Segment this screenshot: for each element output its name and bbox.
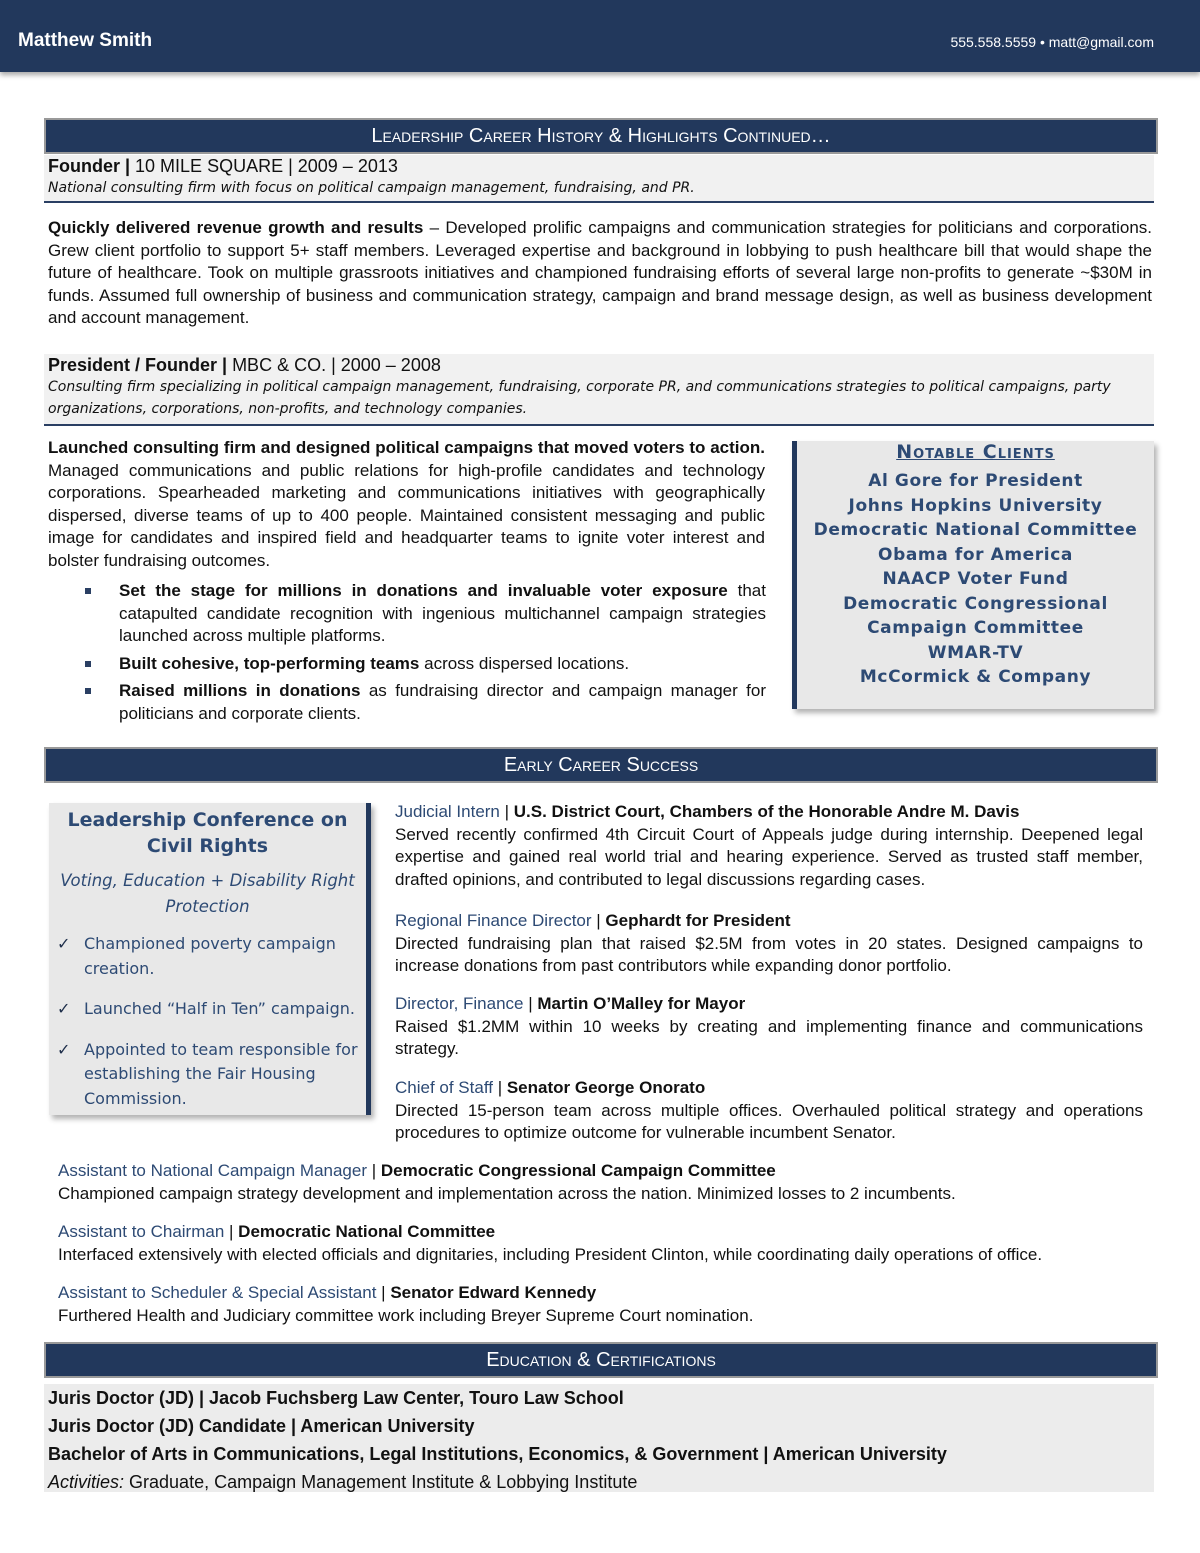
section-heading-leadership: Leadership Career History & Highlights Continued… — [44, 118, 1158, 154]
role-title: Founder | 10 MILE SQUARE | 2009 – 2013 — [48, 156, 398, 176]
role-summary-founder: Quickly delivered revenue growth and results – Developed prolific campaigns and communication strategies for politicians and corporations. Grew client portfolio to support 5+ staff members. Leveraged expertise and background in lobbying to push healthcare bill that would shape the future of healthcare. Took on multiple grassroots initiatives and championed fundraising efforts of several large non-profits to generate ~$30M in funds. Assumed full ownership of business and communication strategy, campaign and brand message design, as well as business development and account management. — [48, 218, 1152, 327]
role-description: National consulting firm with focus on political campaign management, fundraising, and PR. — [48, 180, 695, 196]
job-entry: Assistant to National Campaign Manager | Democratic Congressional Campaign Committee Championed campaign strategy development and implementation across the nation. Minimized losses to 2 incumbents. — [58, 1161, 956, 1203]
job-entry: Assistant to Scheduler & Special Assistant | Senator Edward Kennedy Furthered Health and Judiciary committee work including Breyer Supreme Court nomination. — [58, 1283, 754, 1325]
degree-item: Bachelor of Arts in Communications, Legal Institutions, Economics, & Government | American University — [48, 1444, 947, 1464]
degree-item: Juris Doctor (JD) Candidate | American University — [48, 1416, 475, 1436]
section-heading-education: Education & Certifications — [44, 1342, 1158, 1378]
client-item: NAACP Voter Fund — [882, 569, 1069, 589]
header-bar — [0, 0, 1200, 72]
list-item: Set the stage for millions in donations and invaluable voter exposure that catapulted candidate recognition with ingenious multichannel campaign strategies launched across multiple platforms. — [82, 580, 766, 648]
list-item: ✓ Launched “Half in Ten” campaign. — [51, 997, 366, 1022]
conference-subtitle: Voting, Education + Disability Right Protection — [60, 871, 355, 916]
client-item: WMAR-TV — [927, 642, 1024, 663]
section-heading-early-career: Early Career Success — [44, 747, 1158, 783]
client-item: Democratic Congressional — [843, 593, 1108, 614]
list-item: ✓ Appointed to team responsible for establishing the Fair Housing Commission. — [57, 1039, 358, 1108]
role-title: President / Founder | MBC & CO. | 2000 – 2008 — [48, 355, 441, 375]
checkmark-icon: ✓ — [57, 1039, 71, 1059]
job-entry: Regional Finance Director | Gephardt for President Directed fundraising plan that raised $2.5M from votes in 20 states. Designed campaigns to increase donations from past contributors while expanding donor portfolio. — [395, 911, 1143, 975]
candidate-name: Matthew Smith — [18, 30, 153, 51]
education-box — [44, 1384, 1154, 1492]
checkmark-icon: ✓ — [57, 934, 71, 953]
role-header-president — [44, 354, 1154, 426]
degree-item: Juris Doctor (JD) | Jacob Fuchsberg Law Center, Touro Law School — [48, 1388, 624, 1408]
bullet-square-icon — [85, 588, 91, 594]
client-item: McCormick & Company — [859, 667, 1092, 687]
client-item: Al Gore for President — [868, 471, 1083, 491]
list-item: Raised millions in donations as fundraising director and campaign manager for politicians and corporate clients. — [82, 680, 766, 725]
role-header-founder — [44, 155, 1154, 203]
list-item: Built cohesive, top-performing teams across dispersed locations. — [82, 653, 766, 676]
conference-box — [49, 803, 371, 1115]
clients-heading: Notable Clients — [896, 441, 1055, 463]
client-item: Democratic National Committee — [813, 520, 1138, 540]
client-item: Campaign Committee — [867, 618, 1084, 638]
activities-line: Activities: Graduate, Campaign Management Institute & Lobbying Institute — [48, 1472, 638, 1492]
conference-title: Leadership Conference on Civil Rights — [67, 809, 348, 857]
contact-info: 555.558.5559 • matt@gmail.com — [950, 34, 1154, 50]
client-item: Johns Hopkins University — [848, 495, 1103, 516]
client-item: Obama for America — [878, 544, 1073, 565]
bullet-square-icon — [85, 688, 91, 694]
role-description: Consulting firm specializing in political campaign management, fundraising, corporate PR, and communications strategies to political campaigns, party organizations, corporations, non-profits, and technology companies. — [48, 379, 1111, 417]
list-item: ✓ Championed poverty campaign creation. — [57, 934, 336, 978]
role-summary-president: Launched consulting firm and designed political campaigns that moved voters to action. Managed communications and public relations for high-profile candidates and technology corporations. Spearheaded marketing and communications initiatives with geographically dispersed, diverse teams of up to 400 people. Maintained consistent messaging and public image for candidates and inspired field and headquarter teams to ignite voter interest and bolster fundraising outcomes. — [48, 438, 765, 570]
notable-clients-box — [792, 441, 1154, 709]
job-entry: Assistant to Chairman | Democratic National Committee Interfaced extensively with elected officials and dignitaries, including President Clinton, while coordinating daily operations of office. — [58, 1222, 1043, 1264]
checkmark-icon: ✓ — [57, 999, 71, 1018]
job-entry: Director, Finance | Martin O’Malley for Mayor Raised $1.2MM within 10 weeks by creating and implementing finance and communications strategy. — [395, 994, 1143, 1058]
job-entry: Chief of Staff | Senator George Onorato Directed 15-person team across multiple offices. Overhauled political strategy and operations procedures to optimize outcome for vulnerable incumbent Senator. — [395, 1078, 1143, 1142]
achievement-list — [82, 580, 766, 730]
job-entry: Judicial Intern | U.S. District Court, Chambers of the Honorable Andre M. Davis Served recently confirmed 4th Circuit Court of Appeals judge during internship. Deepened legal expertise and gained real world trial and hearing experience. Served as trusted staff member, drafted opinions, and contributed to legal discussions regarding cases. — [395, 802, 1143, 889]
bullet-square-icon — [85, 661, 91, 667]
